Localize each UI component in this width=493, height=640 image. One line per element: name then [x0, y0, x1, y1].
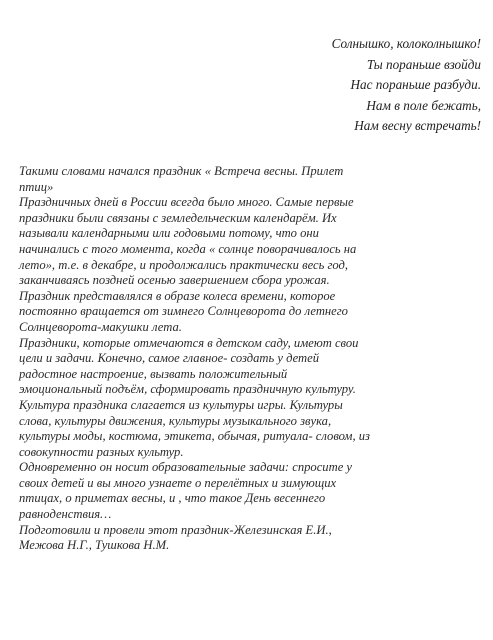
text-line: Культура праздника слагается из культуры игры. Культуры [19, 397, 343, 412]
text-line: Подготовили и провели этот праздник-Железинская Е.И., [19, 522, 332, 537]
text-line: культуры моды, костюма, этикета, обычая, ритуала- словом, из [19, 429, 370, 444]
text-line: цели и задачи. Конечно, самое главное- создать у детей [19, 351, 320, 366]
text-line: совокупности разных культур. [19, 444, 184, 459]
text-line: Такими словами начался праздник « Встреча весны. Прилет [19, 164, 344, 178]
poem-line: Нам весну встречать! [354, 118, 481, 133]
text-line: Праздничных дней в России всегда было много. Самые первые [19, 195, 354, 210]
text-line: Одновременно он носит образовательные задачи: спросите у [19, 460, 353, 475]
poem-epigraph [231, 34, 481, 137]
text-line: Межова Н.Г., Тушкова Н.М. [19, 538, 170, 553]
text-line: называли календарными или годовыми потому, что они [19, 226, 319, 241]
poem-line: Нам в поле бежать, [366, 97, 481, 113]
text-line: птицах, о приметах весны, и , что такое День весеннего [19, 491, 326, 506]
text-line: постоянно вращается от зимнего Солнцеворота до летнего [19, 304, 348, 319]
text-line: слова, культуры движения, культуры музыкального звука, [19, 413, 332, 428]
text-line: Праздники, которые отмечаются в детском саду, имеют свои [19, 335, 359, 350]
text-line: равноденствия… [19, 507, 112, 522]
text-line: начинались с того момента, когда « солнце поворачивалось на [19, 241, 357, 256]
text-line: радостное настроение, вызвать положительный [19, 366, 288, 381]
text-line: праздники были связаны с земледельческим календарём. Их [19, 210, 337, 225]
text-line: заканчиваясь поздней осенью завершением сбора урожая. [19, 273, 330, 288]
poem-line: Нас пораньше разбуди. [350, 77, 481, 92]
text-line: своих детей и вы много узнаете о перелётных и зимующих [19, 475, 337, 490]
text-line: птиц» [19, 179, 54, 194]
text-line: Солнцеворота-макушки лета. [19, 319, 182, 334]
text-line: Праздник представлялся в образе колеса времени, которое [19, 288, 336, 303]
poem-line: Ты пораньше взойди [366, 56, 481, 72]
body-text [19, 164, 485, 554]
text-line: эмоциональный подъём, сформировать праздничную культуру. [19, 382, 356, 397]
text-line: лето», т.е. в декабре, и продолжались практически весь год, [19, 257, 349, 272]
poem-line: Солнышко, колоколнышко! [331, 36, 481, 51]
